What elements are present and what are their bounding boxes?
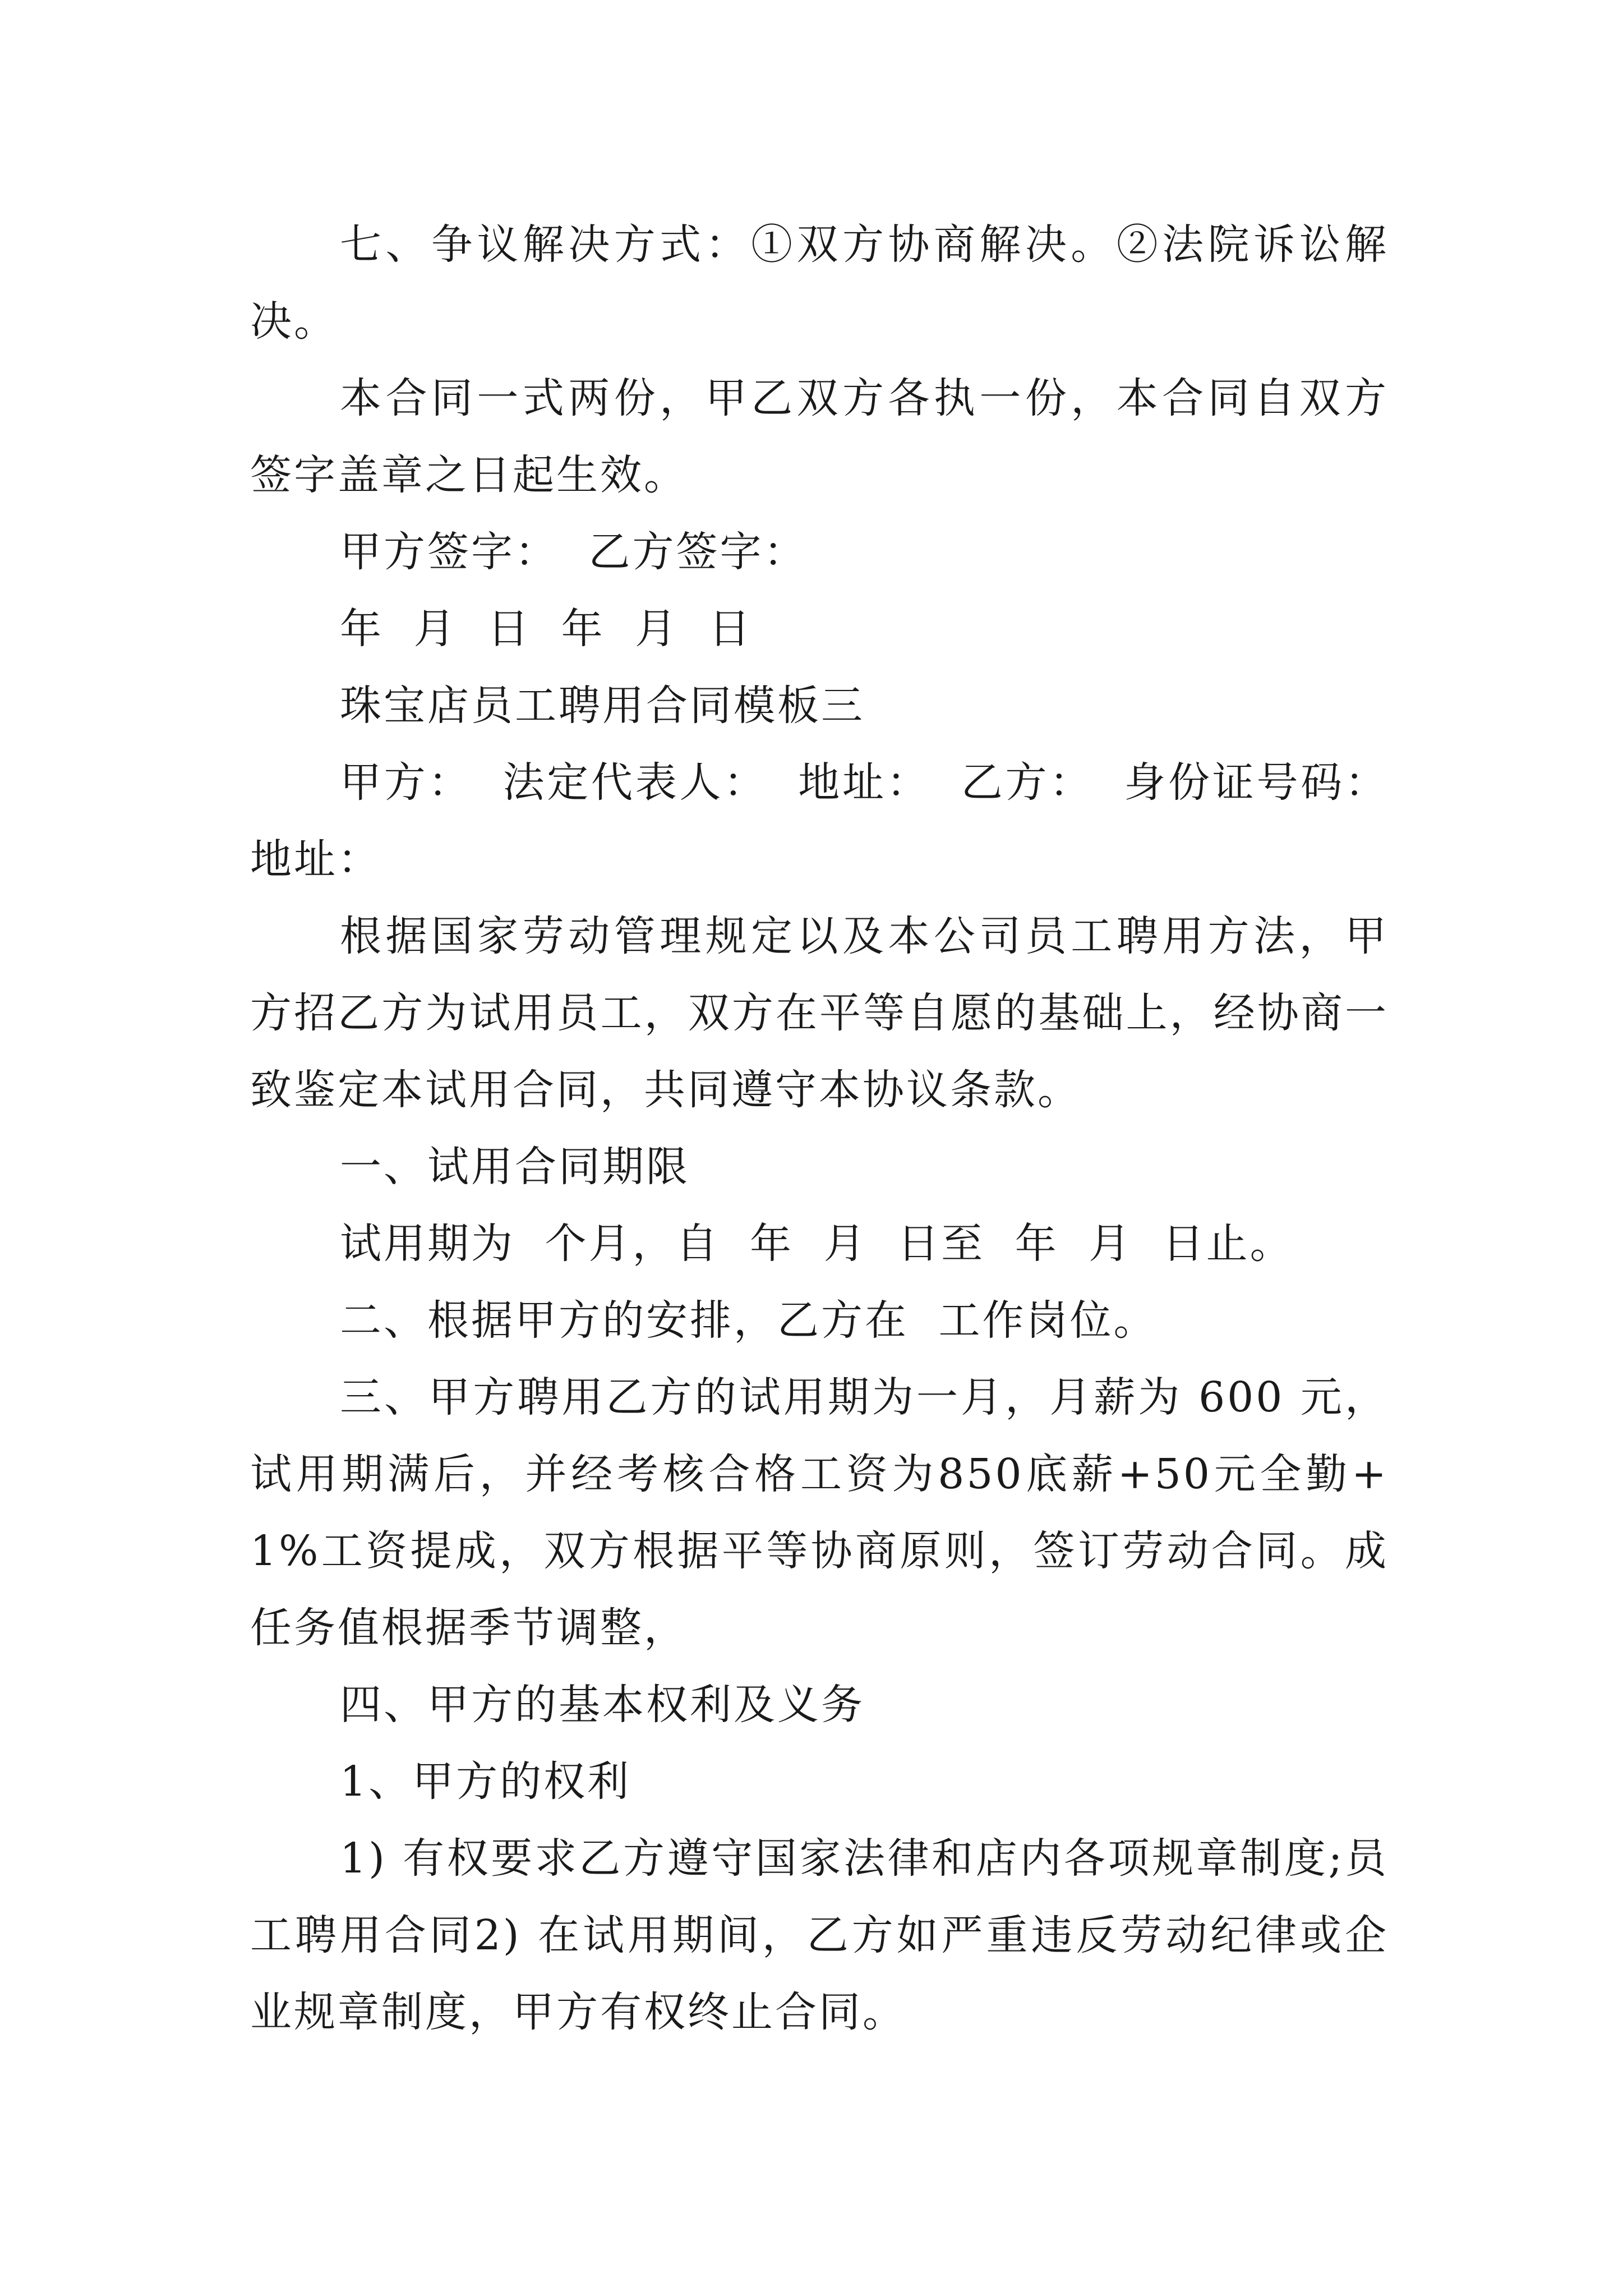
heading-party-a-rights-duties: 四、甲方的基本权利及义务: [340, 1681, 865, 1729]
paragraph-dispute-resolution: 七、争议解决方式：①双方协商解决。②法院诉讼解决。: [250, 220, 1389, 346]
paragraph-signatures: 甲方签字： 乙方签字：: [340, 528, 808, 576]
heading-trial-term: 一、试用合同期限: [340, 1143, 690, 1191]
section-title-template-three: 珠宝店员工聘用合同模板三: [340, 682, 865, 730]
paragraph-parties: 甲方： 法定代表人： 地址： 乙方： 身份证号码： 地址：: [250, 758, 1389, 884]
paragraph-preamble: 根据国家劳动管理规定以及本公司员工聘用方法，甲方招乙方为试用员工，双方在平等自愿的基础上，经协商一致鉴定本试用合同，共同遵守本协议条款。: [250, 912, 1389, 1114]
document-body: [250, 206, 1389, 2051]
paragraph-position: 二、根据甲方的安排，乙方在 工作岗位。: [340, 1296, 1158, 1345]
paragraph-contract-copies: 本合同一式两份，甲乙双方各执一份，本合同自双方签字盖章之日起生效。: [250, 374, 1389, 499]
paragraph-salary: 三、甲方聘用乙方的试用期为一月，月薪为 600 元，试用期满后，并经考核合格工资为850底薪+50元全勤+1%工资提成，双方根据平等协商原则，签订劳动合同。成任务值根据季节调整，: [250, 1373, 1389, 1652]
paragraph-rights-detail: 1) 有权要求乙方遵守国家法律和店内各项规章制度;员工聘用合同2) 在试用期间，乙方如严重违反劳动纪律或企业规章制度，甲方有权终止合同。: [250, 1834, 1389, 2036]
paragraph-dates: 年 月 日 年 月 日: [340, 605, 753, 653]
heading-party-a-rights: 1、甲方的权利: [340, 1757, 631, 1806]
paragraph-trial-period: 试用期为 个月，自 年 月 日至 年 月 日止。: [340, 1220, 1294, 1268]
